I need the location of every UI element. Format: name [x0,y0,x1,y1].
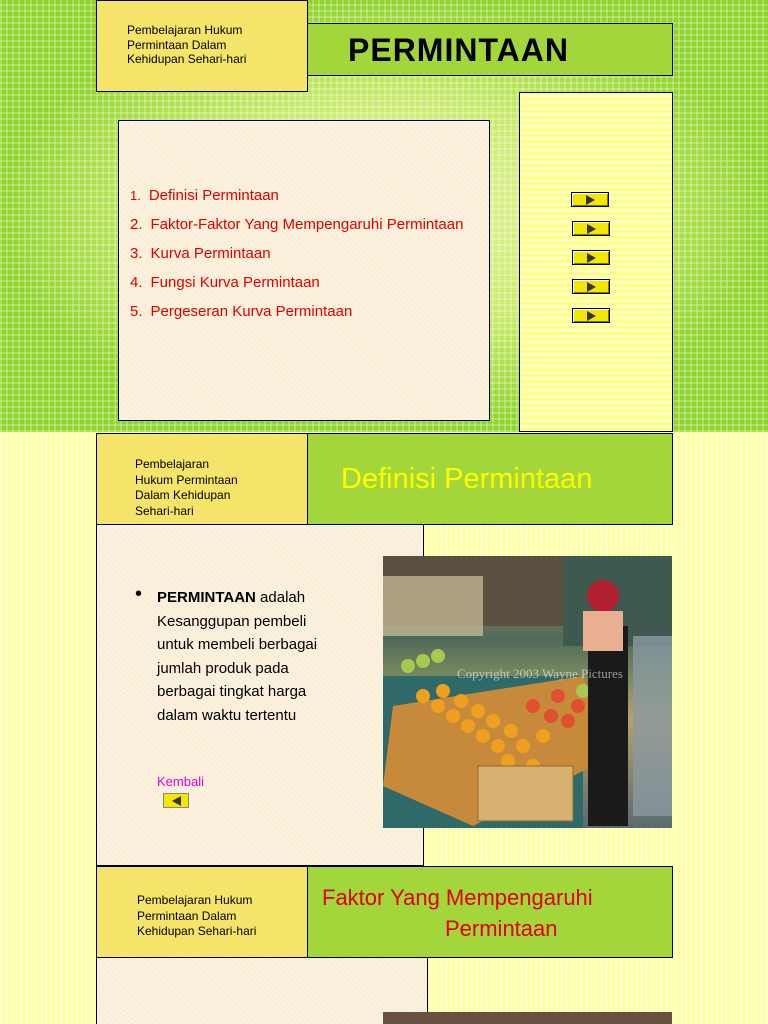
menu-number: 5. [130,303,143,320]
market-photo-illustration [383,556,672,828]
definition-line: dalam waktu tertentu [157,706,297,724]
bullet-icon: • [135,583,143,605]
definition-line: jumlah produk pada [157,659,289,677]
definition-line: Kesanggupan pembeli [157,612,307,630]
definition-line: untuk membeli berbagai [157,636,318,653]
play-icon [587,253,596,263]
subtitle-box [96,0,308,92]
menu-number: 2. [130,216,143,233]
definisi-title-bar [307,433,673,525]
definition-text [157,586,397,727]
button-panel [519,92,673,432]
play-button-2[interactable] [572,221,610,236]
menu-item-faktor[interactable] [130,216,463,233]
menu-item-fungsi[interactable] [130,274,320,291]
subtitle-text-3: Pembelajaran Hukum Permintaan Dalam Kehidupan Sehari-hari [137,893,257,938]
back-link[interactable]: Kembali [157,774,204,789]
faktor-title-line1: Faktor Yang Mempengaruhi [322,885,593,910]
definition-term: PERMINTAAN [157,589,256,606]
menu-label: Fungsi Kurva Permintaan [150,274,320,291]
menu-label: Faktor-Faktor Yang Mempengaruhi Permintaan [150,216,464,233]
menu-label: Definisi Permintaan [148,187,279,204]
subtitle-box-3 [96,866,308,958]
play-button-1[interactable] [571,192,609,207]
menu-label: Pergeseran Kurva Permintaan [150,303,353,320]
menu-label: Kurva Permintaan [150,245,271,262]
subtitle-box-2 [96,433,308,525]
menu-number: 3. [130,245,143,262]
menu-number: 1. [130,188,141,203]
market-photo-2 [383,1012,672,1024]
faktor-title-line2: Permintaan [445,916,558,941]
play-button-5[interactable] [572,308,610,323]
page-title: PERMINTAAN [348,32,569,68]
back-arrow-icon [172,796,181,806]
menu-item-kurva[interactable] [130,245,271,262]
menu-number: 4. [130,274,143,291]
definition-line: adalah [255,589,306,606]
faktor-content-panel [96,957,428,1024]
slide-menu [0,0,768,432]
play-button-3[interactable] [572,250,610,265]
play-icon [587,311,596,321]
back-button[interactable] [163,793,189,808]
menu-panel [118,120,490,421]
definisi-title: Definisi Permintaan [341,463,593,495]
faktor-title-bar [307,866,673,958]
market-photo [383,556,672,828]
play-icon [587,224,596,234]
subtitle-text-2: Pembelajaran Hukum Permintaan Dalam Kehidupan Sehari-hari [135,457,238,518]
title-bar [307,23,673,76]
play-button-4[interactable] [572,279,610,294]
subtitle-text: Pembelajaran Hukum Permintaan Dalam Kehidupan Sehari-hari [127,23,247,66]
play-icon [586,195,595,205]
photo-watermark: Copyright 2003 Wayne Pictures [457,666,623,681]
menu-item-definisi[interactable] [130,187,279,204]
definisi-content-panel [96,524,424,866]
play-icon [587,282,596,292]
definition-line: berbagai tingkat harga [157,683,307,700]
menu-item-pergeseran[interactable] [130,303,352,320]
